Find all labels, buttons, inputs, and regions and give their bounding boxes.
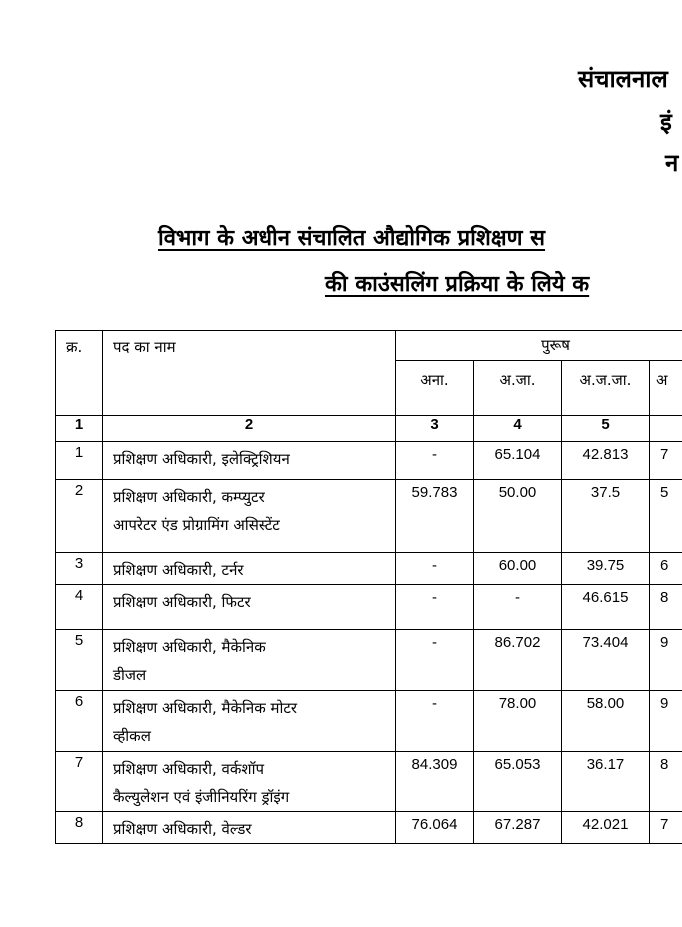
value-cell: 36.17 — [562, 752, 650, 812]
value-cell: 7 — [650, 812, 682, 844]
post-name-line: प्रशिक्षण अधिकारी, मैकेनिक — [113, 638, 266, 656]
value-cell: - — [474, 585, 562, 630]
header-line-1: संचालनाल — [578, 65, 668, 93]
table-row — [56, 585, 682, 630]
col-category-header: अना. — [396, 361, 474, 416]
col-post-header: पद का नाम — [103, 331, 396, 416]
value-cell: 39.75 — [562, 553, 650, 585]
serial-cell: 8 — [56, 812, 103, 844]
value-cell: 46.615 — [562, 585, 650, 630]
value-cell: 65.053 — [474, 752, 562, 812]
post-name-cell — [103, 553, 396, 585]
post-name-cell — [103, 480, 396, 553]
post-name-cell — [103, 691, 396, 752]
col-serial-header: क्र. — [56, 331, 103, 416]
post-name-line: डीजल — [113, 666, 147, 684]
serial-cell: 6 — [56, 691, 103, 752]
post-name-cell — [103, 585, 396, 630]
value-cell: 5 — [650, 480, 682, 553]
serial-cell: 1 — [56, 442, 103, 480]
value-cell: - — [396, 630, 474, 691]
serial-cell: 4 — [56, 585, 103, 630]
title-line-1: विभाग के अधीन संचालित औद्योगिक प्रशिक्षण स — [158, 226, 546, 251]
serial-cell: 2 — [56, 480, 103, 553]
value-cell: 67.287 — [474, 812, 562, 844]
serial-cell: 7 — [56, 752, 103, 812]
table-row — [56, 691, 682, 752]
post-name-line: आपरेटर एंड प्रोग्रामिंग असिस्टेंट — [113, 516, 280, 534]
post-name-line: प्रशिक्षण अधिकारी, वेल्डर — [113, 820, 252, 838]
table-row — [56, 480, 682, 553]
col-group-male-header: पुरूष — [396, 331, 682, 361]
marks-table — [55, 330, 682, 844]
post-name-cell — [103, 752, 396, 812]
index-cell — [650, 416, 682, 442]
post-name-line: प्रशिक्षण अधिकारी, वर्कशॉप — [113, 760, 264, 778]
table-row — [56, 812, 682, 844]
value-cell: 9 — [650, 630, 682, 691]
post-name-line: प्रशिक्षण अधिकारी, कम्प्युटर — [113, 488, 265, 506]
value-cell: - — [396, 585, 474, 630]
value-cell: 8 — [650, 752, 682, 812]
value-cell: 58.00 — [562, 691, 650, 752]
value-cell: - — [396, 553, 474, 585]
post-name-cell — [103, 442, 396, 480]
col-category-header: अ.ज.जा. — [562, 361, 650, 416]
post-name-line: प्रशिक्षण अधिकारी, इलेक्ट्रिशियन — [113, 450, 290, 468]
index-cell: 5 — [562, 416, 650, 442]
table-index-row — [56, 416, 682, 442]
value-cell: 9 — [650, 691, 682, 752]
post-name-line: प्रशिक्षण अधिकारी, फिटर — [113, 593, 251, 611]
post-name-line: व्हीकल — [113, 727, 151, 745]
value-cell: 65.104 — [474, 442, 562, 480]
table-row — [56, 553, 682, 585]
index-cell: 1 — [56, 416, 103, 442]
post-name-cell — [103, 630, 396, 691]
value-cell: 86.702 — [474, 630, 562, 691]
serial-cell: 3 — [56, 553, 103, 585]
value-cell: 76.064 — [396, 812, 474, 844]
table-row — [56, 442, 682, 480]
serial-cell: 5 — [56, 630, 103, 691]
value-cell: 59.783 — [396, 480, 474, 553]
table-header-row-1 — [56, 331, 682, 361]
header-line-2: इं — [660, 108, 672, 136]
value-cell: 42.021 — [562, 812, 650, 844]
post-name-line: प्रशिक्षण अधिकारी, मैकेनिक मोटर — [113, 699, 298, 717]
index-cell: 2 — [103, 416, 396, 442]
value-cell: 7 — [650, 442, 682, 480]
value-cell: - — [396, 442, 474, 480]
value-cell: 50.00 — [474, 480, 562, 553]
col-category-header: अ.जा. — [474, 361, 562, 416]
table-row — [56, 752, 682, 812]
value-cell: 6 — [650, 553, 682, 585]
post-name-cell — [103, 812, 396, 844]
table-row — [56, 630, 682, 691]
title-line-2: की काउंसलिंग प्रक्रिया के लिये क — [325, 272, 590, 297]
header-line-3: न — [665, 149, 679, 177]
post-name-line: कैल्युलेशन एवं इंजीनियरिंग ड्रॉइंग — [113, 788, 290, 806]
value-cell: 37.5 — [562, 480, 650, 553]
value-cell: 8 — [650, 585, 682, 630]
post-name-line: प्रशिक्षण अधिकारी, टर्नर — [113, 561, 244, 579]
value-cell: 60.00 — [474, 553, 562, 585]
index-cell: 4 — [474, 416, 562, 442]
value-cell: 84.309 — [396, 752, 474, 812]
value-cell: - — [396, 691, 474, 752]
col-category-header: अ — [650, 361, 682, 416]
value-cell: 78.00 — [474, 691, 562, 752]
index-cell: 3 — [396, 416, 474, 442]
value-cell: 42.813 — [562, 442, 650, 480]
value-cell: 73.404 — [562, 630, 650, 691]
